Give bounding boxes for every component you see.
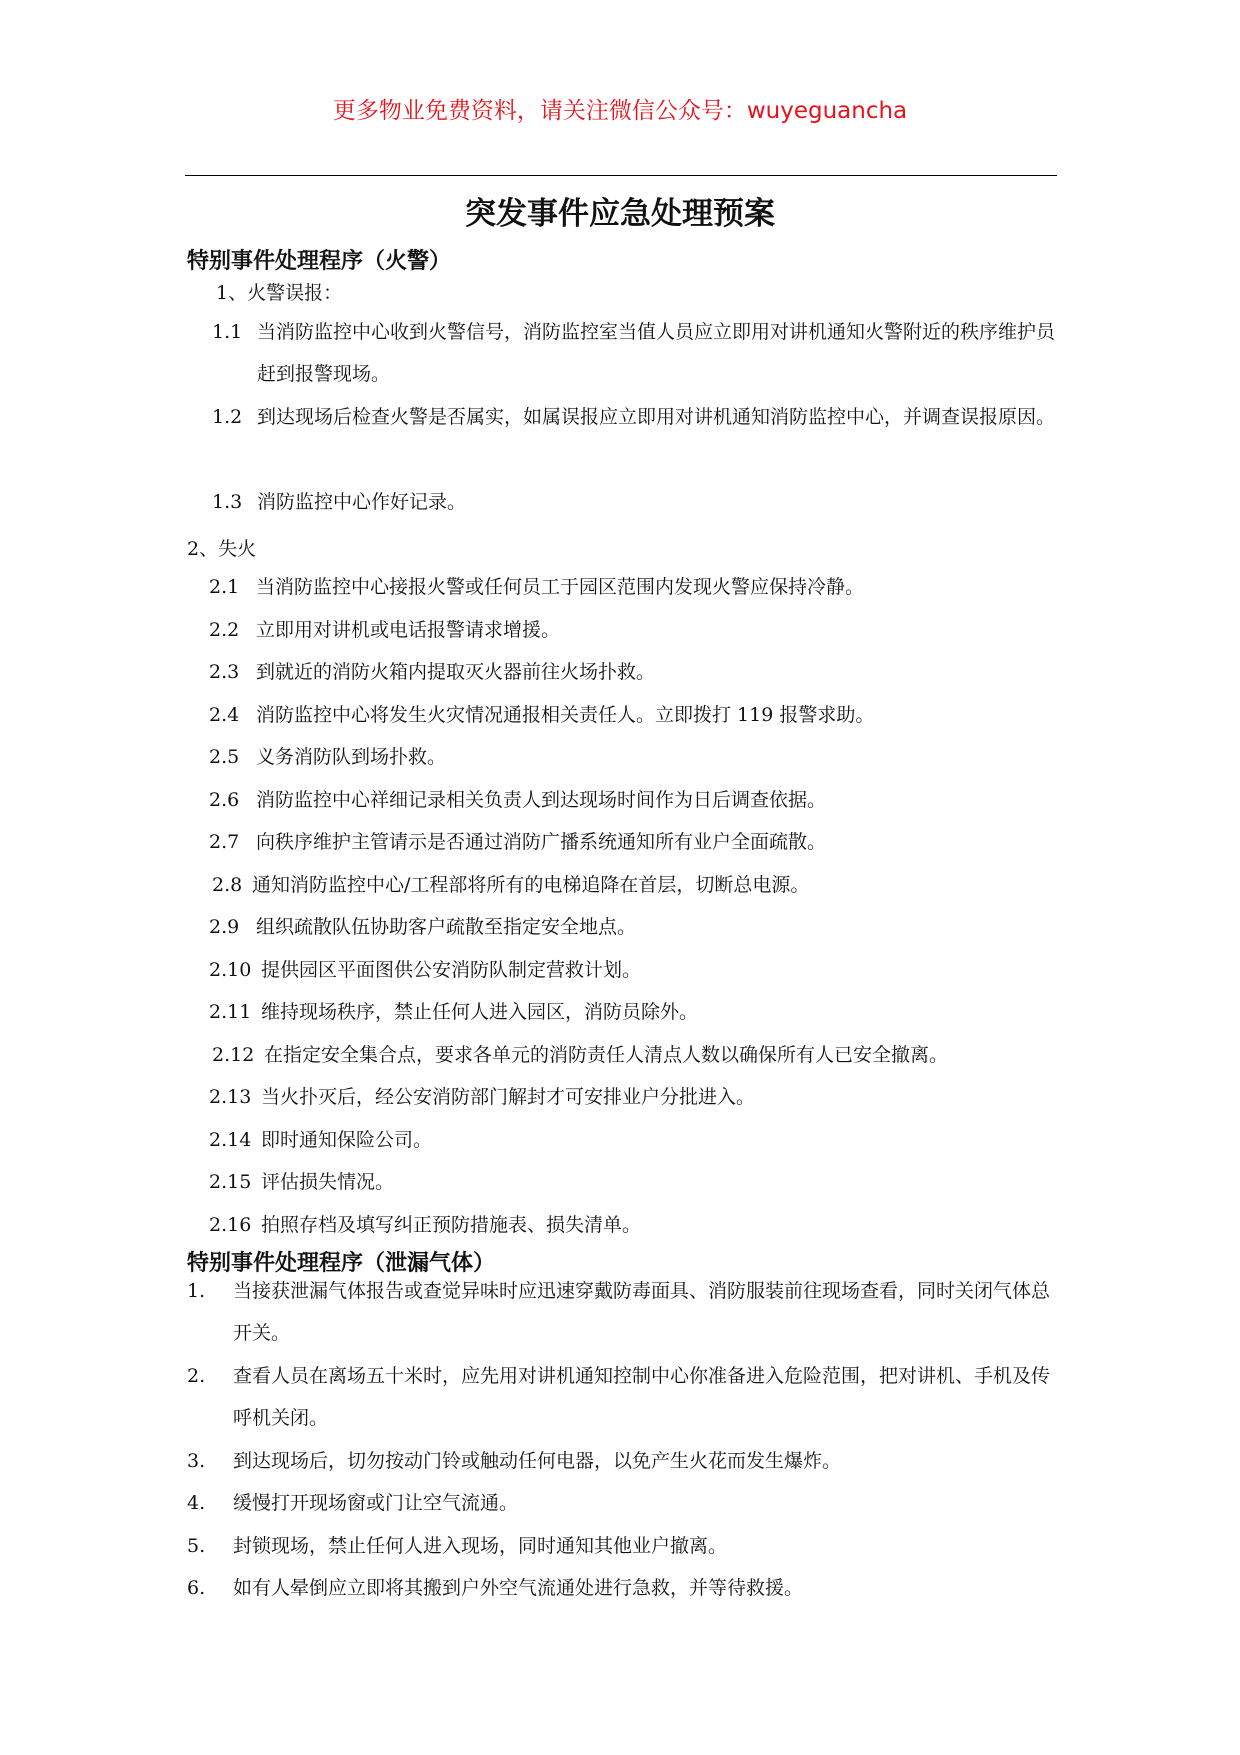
list-item [209, 694, 1059, 736]
item-number: 2.14 [209, 1129, 252, 1151]
list-item [209, 1204, 1059, 1246]
list-item [187, 1482, 1059, 1524]
list-item [209, 949, 1059, 991]
item-text: 当火扑灭后，经公安消防部门解封才可安排业户分批进入。 [261, 1086, 756, 1108]
list-item [187, 1355, 1059, 1439]
item-number: 1.3 [212, 491, 243, 513]
item-text: 缓慢打开现场窗或门让空气流通。 [233, 1492, 519, 1514]
header-divider [185, 175, 1057, 176]
item-text: 当消防监控中心收到火警信号，消防监控室当值人员应立即用对讲机通知火警附近的秩序维护员赶到报警现场。 [257, 321, 1056, 385]
list-item [212, 396, 1057, 438]
item-text: 组织疏散队伍协助客户疏散至指定安全地点。 [256, 916, 637, 938]
item-text: 消防监控中心祥细记录相关负责人到达现场时间作为日后调查依据。 [256, 789, 827, 811]
item-number: 1.1 [212, 321, 243, 343]
list-item [212, 311, 1057, 395]
list-item [209, 651, 1059, 693]
list-item [209, 821, 1059, 863]
item-text: 到达现场后，切勿按动门铃或触动任何电器，以免产生火花而发生爆炸。 [233, 1450, 842, 1472]
item-number: 2. [187, 1365, 206, 1387]
item-number: 2.7 [209, 831, 240, 853]
item-number: 1.2 [212, 406, 243, 428]
list-item [187, 1440, 1059, 1482]
item-number: 2.8 [212, 874, 243, 896]
item-text: 向秩序维护主管请示是否通过消防广播系统通知所有业户全面疏散。 [256, 831, 827, 853]
item-number: 2.4 [209, 704, 240, 726]
list-item [187, 1567, 1059, 1609]
item-text: 到达现场后检查火警是否属实，如属误报应立即用对讲机通知消防监控中心，并调查误报原因。 [257, 406, 1056, 428]
list-item [212, 481, 1057, 523]
list-item [212, 1034, 1062, 1076]
item-number: 2.16 [209, 1214, 252, 1236]
item-text: 提供园区平面图供公安消防队制定营救计划。 [261, 959, 642, 981]
item-text: 到就近的消防火箱内提取灭火器前往火场扑救。 [256, 661, 656, 683]
item-text: 即时通知保险公司。 [261, 1129, 433, 1151]
item-text: 查看人员在离场五十米时，应先用对讲机通知控制中心你准备进入危险范围，把对讲机、手机及传呼机关闭。 [233, 1365, 1051, 1429]
item-number: 5. [187, 1535, 206, 1557]
item-text: 消防监控中心作好记录。 [257, 491, 467, 513]
item-text: 评估损失情况。 [261, 1171, 395, 1193]
list-item [209, 1161, 1059, 1203]
section-heading-fire: 特别事件处理程序（火警） [187, 249, 452, 274]
list-item [209, 991, 1059, 1033]
item-text: 如有人晕倒应立即将其搬到户外空气流通处进行急救，并等待救援。 [233, 1577, 804, 1599]
item-number: 2.11 [209, 1001, 252, 1023]
item-number: 2.15 [209, 1171, 252, 1193]
item-text: 立即用对讲机或电话报警请求增援。 [256, 619, 561, 641]
item-text: 消防监控中心将发生火灾情况通报相关责任人。立即拨打 119 报警求助。 [256, 704, 875, 726]
subsection-label-fire: 2、失火 [187, 538, 257, 560]
item-number: 1. [187, 1280, 206, 1302]
item-number: 2.13 [209, 1086, 252, 1108]
list-item [209, 609, 1059, 651]
item-number: 2.12 [212, 1044, 255, 1066]
item-number: 2.6 [209, 789, 240, 811]
item-number: 3. [187, 1450, 206, 1472]
list-item [212, 864, 1062, 906]
item-number: 6. [187, 1577, 206, 1599]
list-item [209, 1076, 1059, 1118]
list-item [209, 906, 1059, 948]
promo-banner: 更多物业免费资料，请关注微信公众号：wuyeguancha [332, 98, 908, 124]
document-title: 突发事件应急处理预案 [465, 196, 775, 232]
item-number: 2.9 [209, 916, 240, 938]
item-number: 2.5 [209, 746, 240, 768]
item-number: 4. [187, 1492, 206, 1514]
list-item [209, 1119, 1059, 1161]
list-item [209, 779, 1059, 821]
item-number: 2.10 [209, 959, 252, 981]
item-text: 在指定安全集合点，要求各单元的消防责任人清点人数以确保所有人已安全撤离。 [264, 1044, 949, 1066]
item-text: 当接获泄漏气体报告或查觉异味时应迅速穿戴防毒面具、消防服装前往现场查看，同时关闭气体总开关。 [233, 1280, 1051, 1344]
item-number: 2.1 [209, 576, 240, 598]
item-number: 2.3 [209, 661, 240, 683]
list-item [209, 736, 1059, 778]
section-heading-gas-leak: 特别事件处理程序（泄漏气体） [187, 1251, 496, 1276]
item-text: 维持现场秩序，禁止任何人进入园区，消防员除外。 [261, 1001, 699, 1023]
item-text: 义务消防队到场扑救。 [256, 746, 447, 768]
subsection-label-false-alarm: 1、火警误报： [216, 282, 343, 304]
item-number: 2.2 [209, 619, 240, 641]
item-text: 当消防监控中心接报火警或任何员工于园区范围内发现火警应保持冷静。 [256, 576, 865, 598]
list-item [187, 1270, 1059, 1354]
list-item [187, 1525, 1059, 1567]
item-text: 封锁现场，禁止任何人进入现场，同时通知其他业户撤离。 [233, 1535, 728, 1557]
item-text: 拍照存档及填写纠正预防措施表、损失清单。 [261, 1214, 642, 1236]
item-text: 通知消防监控中心/工程部将所有的电梯追降在首层，切断总电源。 [252, 874, 810, 896]
list-item [209, 566, 1059, 608]
